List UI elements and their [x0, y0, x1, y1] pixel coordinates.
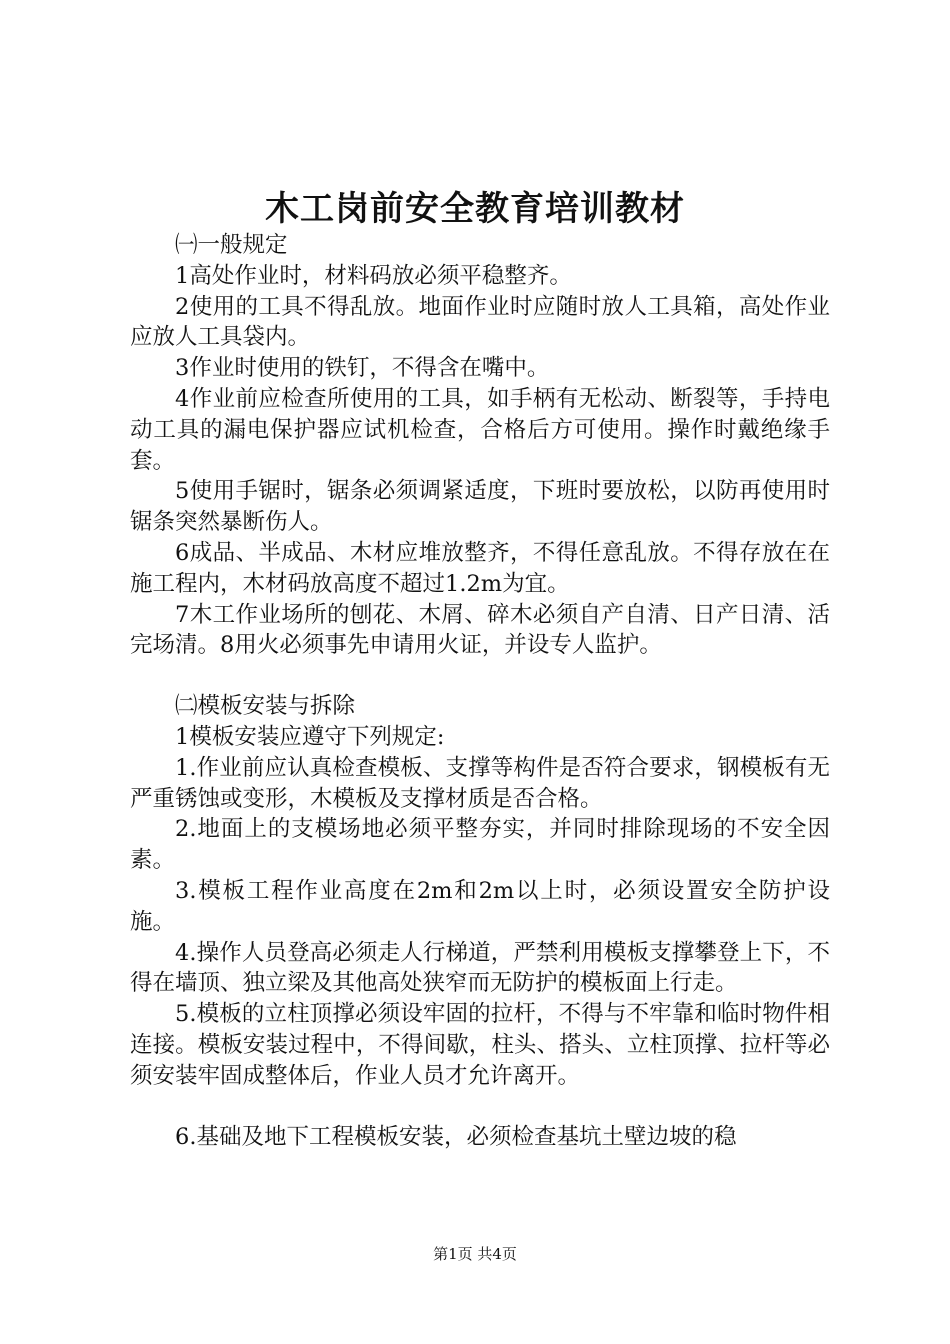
- paragraph: 3.模板工程作业高度在2m和2m以上时，必须设置安全防护设施。: [130, 877, 830, 935]
- paragraph: 1.作业前应认真检查模板、支撑等构件是否符合要求，钢模板有无严重锈蚀或变形，木模板及支撑材质是否合格。: [130, 754, 830, 812]
- paragraph: 5使用手锯时，锯条必须调紧适度，下班时要放松，以防再使用时锯条突然暴断伤人。: [130, 478, 830, 536]
- paragraph: 1高处作业时，材料码放必须平稳整齐。: [175, 262, 572, 289]
- paragraph: 4作业前应检查所使用的工具，如手柄有无松动、断裂等，手持电动工具的漏电保护器应试机检查，合格后方可使用。操作时戴绝缘手套。: [130, 385, 830, 474]
- section-heading-general: ㈠一般规定: [175, 232, 288, 258]
- paragraph: 6.基础及地下工程模板安装，必须检查基坑土壁边坡的稳: [175, 1123, 737, 1150]
- paragraph: 6成品、半成品、木材应堆放整齐，不得任意乱放。不得存放在在施工程内，木材码放高度不超过1.2m为宜。: [130, 539, 830, 597]
- paragraph: 1模板安装应遵守下列规定:: [175, 723, 445, 750]
- paragraph: 2使用的工具不得乱放。地面作业时应随时放人工具箱，高处作业应放人工具袋内。: [130, 293, 830, 351]
- paragraph: 4.操作人员登高必须走人行梯道，严禁利用模板支撑攀登上下，不得在墙顶、独立梁及其他高处狭窄而无防护的模板面上行走。: [130, 939, 830, 997]
- document-title: 木工岗前安全教育培训教材: [265, 189, 685, 229]
- paragraph: 7木工作业场所的刨花、木屑、碎木必须自产自清、日产日清、活完场清。8用火必须事先申请用火证，并设专人监护。: [130, 601, 830, 659]
- page-footer: 第1页 共4页: [433, 1245, 517, 1263]
- section-heading-formwork: ㈡模板安装与拆除: [175, 693, 356, 720]
- paragraph: 3作业时使用的铁钉，不得含在嘴中。: [175, 355, 550, 382]
- paragraph: 2.地面上的支模场地必须平整夯实，并同时排除现场的不安全因素。: [130, 816, 830, 874]
- document-body: [130, 230, 830, 1152]
- paragraph: 5.模板的立柱顶撑必须设牢固的拉杆，不得与不牢靠和临时物件相连接。模板安装过程中，不得间歇，柱头、搭头、立柱顶撑、拉杆等必须安装牢固成整体后，作业人员才允许离开。: [130, 1001, 830, 1089]
